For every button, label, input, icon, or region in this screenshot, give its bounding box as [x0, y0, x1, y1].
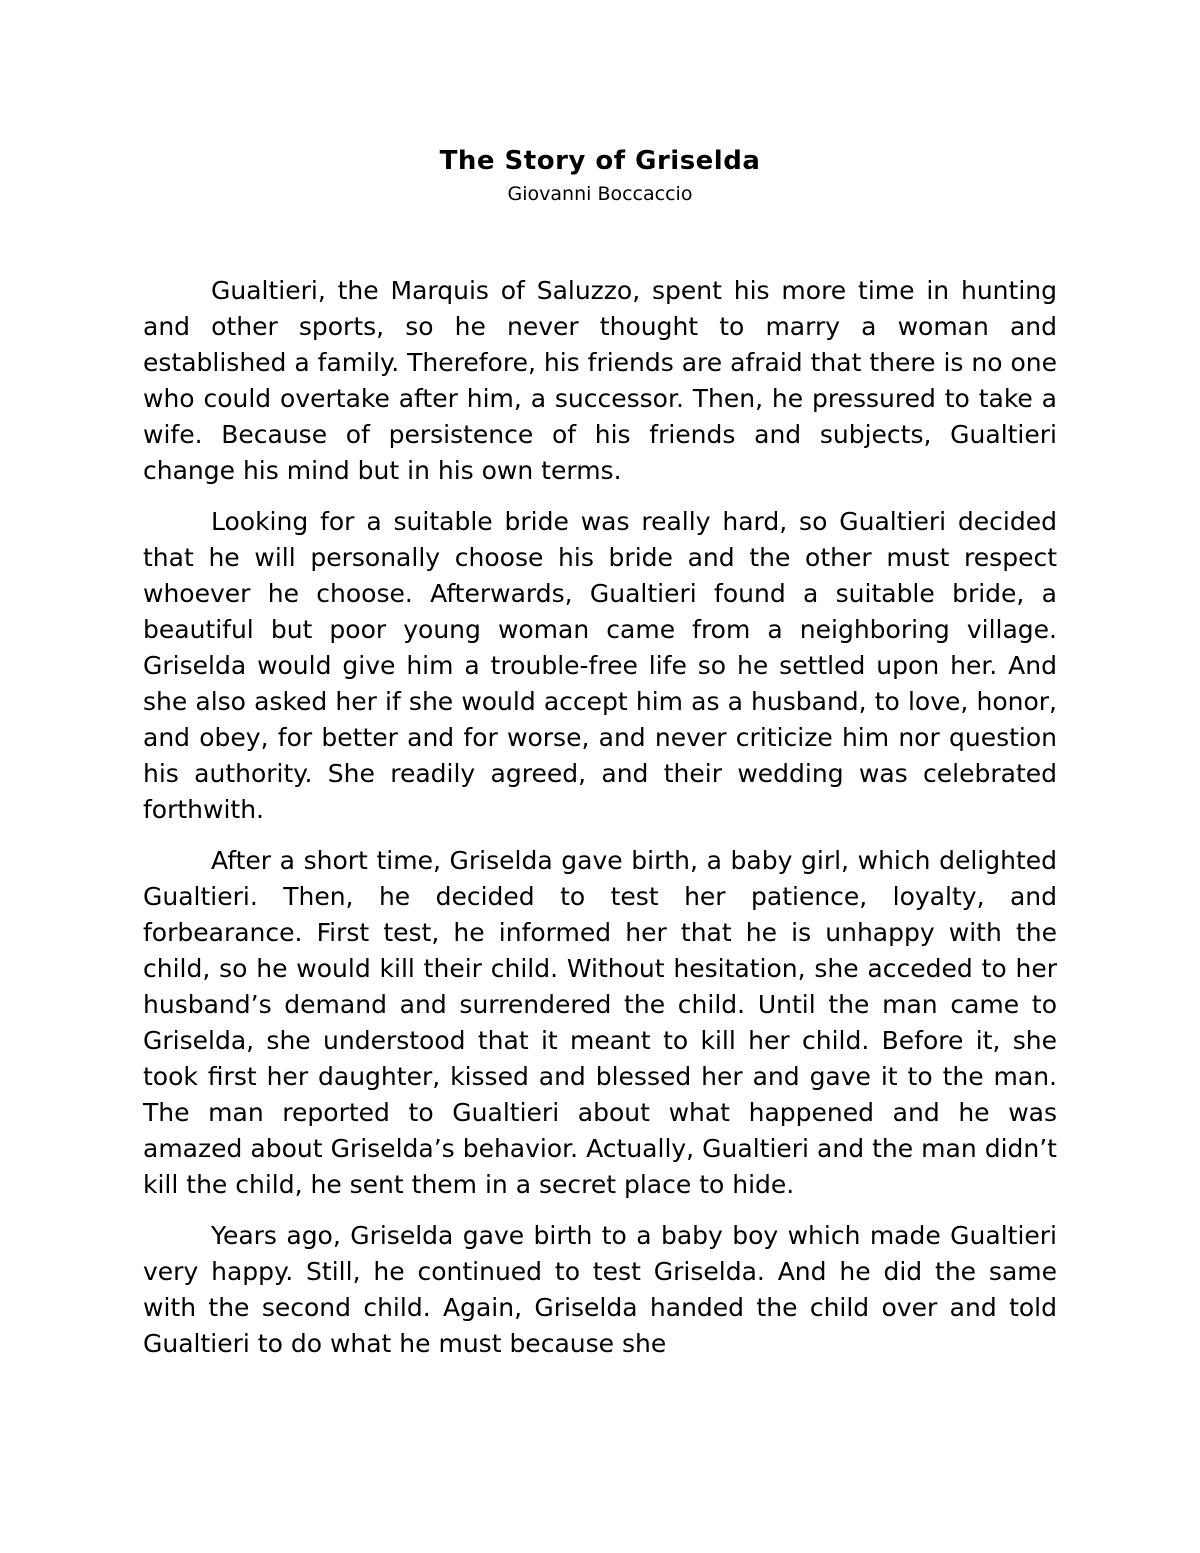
document-author: Giovanni Boccaccio [507, 183, 693, 205]
paragraph-4: Years ago, Griselda gave birth to a baby boy which made Gualtieri very happy. Still, he continued to test Griselda. And he did the same with the second child. Again, Griselda handed the child over and told Gualtieri to do what he must because she [143, 1221, 1057, 1358]
document-title: The Story of Griselda [439, 146, 761, 176]
paragraph-3: After a short time, Griselda gave birth, a baby girl, which delighted Gualtieri. Then, he decided to test her patience, loyalty, and forbearance. First test, he informed her that he is unhappy with the child, so he would kill their child. Without hesitation, she acceded to her husband’s demand and surrendered the child. Until the man came to Griselda, she understood that it meant to kill her child. Before it, she took first her daughter, kissed and blessed her and gave it to the man. The man reported to Gualtieri about what happened and he was amazed about Griselda’s behavior. Actually, Gualtieri and the man didn’t kill the child, he sent them in a secret place to hide. [143, 846, 1057, 1199]
paragraph-2: Looking for a suitable bride was really hard, so Gualtieri decided that he will personally choose his bride and the other must respect whoever he choose. Afterwards, Gualtieri found a suitable bride, a beautiful but poor young woman came from a neighboring village. Griselda would give him a trouble-free life so he settled upon her. And she also asked her if she would accept him as a husband, to love, honor, and obey, for better and for worse, and never criticize him nor question his authority. She readily agreed, and their wedding was celebrated forthwith. [143, 507, 1057, 824]
document-body [143, 273, 1057, 1377]
paragraph-1: Gualtieri, the Marquis of Saluzzo, spent his more time in hunting and other sports, so he never thought to marry a woman and established a family. Therefore, his friends are afraid that there is no one who could overtake after him, a successor. Then, he pressured to take a wife. Because of persistence of his friends and subjects, Gualtieri change his mind but in his own terms. [143, 276, 1057, 485]
